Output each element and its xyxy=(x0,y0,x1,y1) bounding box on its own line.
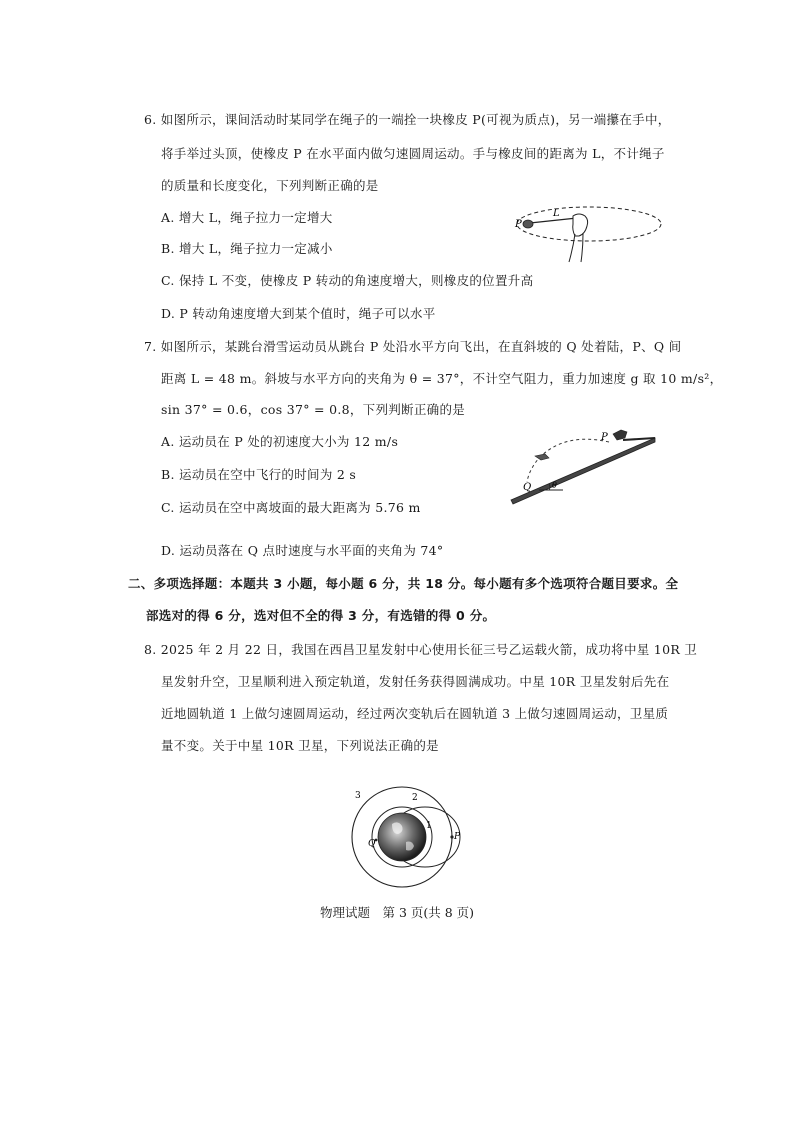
circular-path xyxy=(517,207,661,241)
section2-heading-line-2: 部选对的得 6 分，选对但不全的得 3 分，有选错的得 0 分。 xyxy=(146,608,496,623)
q8-stem-line-1: 8. 2025 年 2 月 22 日，我国在西昌卫星发射中心使用长征三号乙运载火箭，成功将中星 10R 卫 xyxy=(144,642,698,657)
q6-stem-line-3: 的质量和长度变化，下列判断正确的是 xyxy=(161,178,379,193)
q7-figure xyxy=(505,428,660,508)
label-p: P xyxy=(454,832,461,842)
eraser-p xyxy=(523,220,533,228)
label-l: L xyxy=(553,208,560,219)
q8-stem-line-4: 量不变。关于中星 10R 卫星，下列说法正确的是 xyxy=(161,738,439,753)
q8-figure xyxy=(340,784,470,890)
q6-stem-line-1: 6. 如图所示，课间活动时某同学在绳子的一端拴一块橡皮 P(可视为质点)，另一端攥在手中， xyxy=(144,112,671,127)
earth xyxy=(378,813,426,861)
section2-heading-line-1: 二、多项选择题：本题共 3 小题，每小题 6 分，共 18 分。每小题有多个选项符合题目要求。全 xyxy=(128,576,679,591)
label-p: P xyxy=(515,219,522,230)
label-p: P xyxy=(601,432,608,443)
skier-start xyxy=(613,430,627,440)
q8-stem-line-2: 星发射升空，卫星顺利进入预定轨道，发射任务获得圆满成功。中星 10R 卫星发射后先在 xyxy=(161,674,670,689)
label-q: Q xyxy=(523,482,532,493)
label-theta: θ xyxy=(552,481,557,490)
q6-option-b: B. 增大 L，绳子拉力一定减小 xyxy=(161,241,333,256)
q7-option-a: A. 运动员在 P 处的初速度大小为 12 m/s xyxy=(161,434,399,449)
q6-option-a: A. 增大 L，绳子拉力一定增大 xyxy=(161,210,333,225)
q8-stem-line-3: 近地圆轨道 1 上做匀速圆周运动，经过两次变轨后在圆轨道 3 上做匀速圆周运动，卫星质 xyxy=(161,706,669,721)
q6-figure xyxy=(505,196,665,266)
slope xyxy=(511,438,655,504)
label-orbit-2: 2 xyxy=(412,793,418,803)
q7-option-d: D. 运动员落在 Q 点时速度与水平面的夹角为 74° xyxy=(161,543,444,558)
q7-option-b: B. 运动员在空中飞行的时间为 2 s xyxy=(161,467,357,482)
q7-stem-line-3: sin 37° = 0.6，cos 37° = 0.8，下列判断正确的是 xyxy=(161,402,466,417)
q7-option-c: C. 运动员在空中离坡面的最大距离为 5.76 m xyxy=(161,500,421,515)
hand xyxy=(573,214,588,236)
label-orbit-3: 3 xyxy=(355,791,361,801)
q7-stem-line-2: 距离 L = 48 m。斜坡与水平方向的夹角为 θ = 37°，不计空气阻力，重力加速度 g 取 10 m/s²， xyxy=(161,371,723,386)
q6-stem-line-2: 将手举过头顶，使橡皮 P 在水平面内做匀速圆周运动。手与橡皮间的距离为 L，不计绳子 xyxy=(161,146,665,161)
q6-option-d: D. P 转动角速度增大到某个值时，绳子可以水平 xyxy=(161,306,436,321)
q7-stem-line-1: 7. 如图所示，某跳台滑雪运动员从跳台 P 处沿水平方向飞出，在直斜坡的 Q 处着陆，P、Q 间 xyxy=(144,339,682,354)
page-footer: 物理试题 第 3 页(共 8 页) xyxy=(319,905,475,920)
q6-option-c: C. 保持 L 不变，使橡皮 P 转动的角速度增大，则橡皮的位置升高 xyxy=(161,273,534,288)
label-orbit-1: 1 xyxy=(426,821,432,831)
skier-midair xyxy=(535,454,549,460)
label-q: Q xyxy=(368,839,376,849)
